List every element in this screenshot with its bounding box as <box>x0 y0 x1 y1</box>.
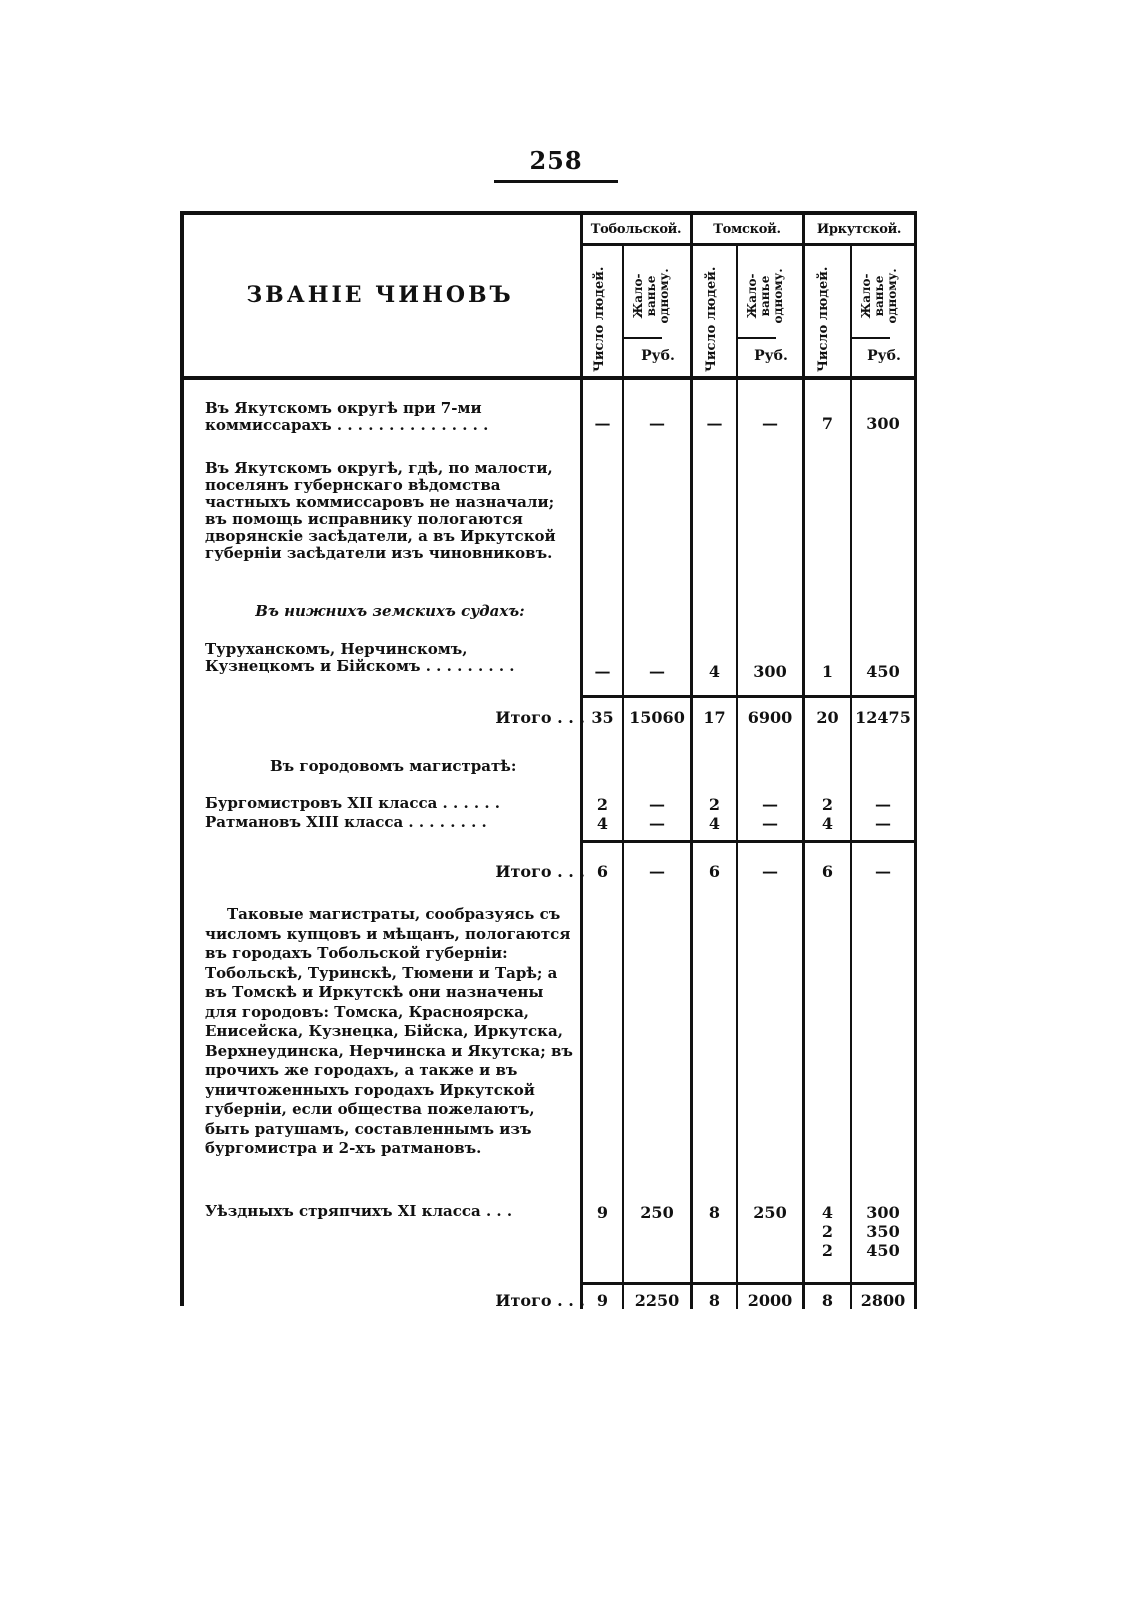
cell: — <box>875 814 891 833</box>
cell: — <box>762 795 778 814</box>
cell: 300 <box>866 414 900 433</box>
cell: — <box>649 814 665 833</box>
cell: 12475 <box>855 708 911 727</box>
row-label: Туруханскомъ, Нерчинскомъ, Кузнецкомъ и Бійскомъ . . . . . . . . . <box>205 640 515 675</box>
cell: 15060 <box>629 708 685 727</box>
cell: 450 <box>866 1241 900 1260</box>
cell: — <box>649 414 665 433</box>
rub-rule <box>622 337 662 339</box>
total-rule <box>580 1282 917 1285</box>
province-tomsk: Томской. <box>713 222 781 237</box>
province-header-rule <box>580 243 917 246</box>
table-title: ЗВАНІЕ ЧИНОВЪ <box>246 282 514 308</box>
col-salary-label: Жало- ванье одному. <box>631 268 671 324</box>
table-top-border <box>180 211 917 215</box>
total-label: Итого . . . <box>495 1291 585 1310</box>
col-people-label: Число людей. <box>592 266 607 372</box>
cell: 4 <box>821 1203 834 1222</box>
cell: 1 <box>821 662 834 681</box>
cell: 4 <box>708 814 721 833</box>
cell: 20 <box>816 708 839 727</box>
cell: 2250 <box>634 1291 680 1310</box>
cell: 6 <box>821 862 834 881</box>
col-salary-label: Жало- ванье одному. <box>859 268 899 324</box>
cell: 2 <box>821 795 834 814</box>
col-divider-inner <box>736 245 738 1309</box>
page-number-rule <box>494 180 618 183</box>
currency-label: Руб. <box>754 348 788 364</box>
cell: 2 <box>708 795 721 814</box>
section-heading: Въ городовомъ магистратѣ: <box>270 757 517 775</box>
row-label: Ратмановъ XIII класса . . . . . . . . <box>205 813 487 831</box>
cell: 2 <box>821 1222 834 1241</box>
cell: — <box>875 795 891 814</box>
cell: 2000 <box>747 1291 793 1310</box>
cell: — <box>649 862 665 881</box>
cell: 9 <box>596 1203 609 1222</box>
total-rule <box>580 695 917 698</box>
cell: 450 <box>866 662 900 681</box>
cell: 6900 <box>747 708 793 727</box>
cell: 17 <box>703 708 726 727</box>
cell: — <box>649 662 665 681</box>
cell: — <box>762 814 778 833</box>
rub-rule <box>850 337 890 339</box>
cell: 4 <box>821 814 834 833</box>
cell: 2800 <box>860 1291 906 1310</box>
note-paragraph: Таковые магистраты, сообразуясь съ числомъ купцовъ и мѣщанъ, пологаются въ городахъ Тобольской губерніи: Тобольскѣ, Туринскѣ, Тюмени и Тарѣ; а въ Томскѣ и Иркутскѣ они назначены для городовъ: Томска, Красноярска, Енисейска, Кузнецка, Бійска, Иркутска, Верхнеудинска, Нерчинска и Якутска; въ прочихъ же городахъ, а также и въ уничтоженныхъ городахъ Иркутской губерніи, если общества пожелаютъ, быть ратушамъ, составленнымъ изъ бургомистра и 2-хъ ратмановъ. <box>205 905 573 1157</box>
row-label: Въ Якутскомъ округѣ при 7-ми коммиссарахъ . . . . . . . . . . . . . . . <box>205 399 489 434</box>
total-label: Итого . . . <box>495 708 585 727</box>
cell: 300 <box>866 1203 900 1222</box>
cell: 4 <box>596 814 609 833</box>
cell: 2 <box>821 1241 834 1260</box>
cell: 35 <box>591 708 614 727</box>
cell: 350 <box>866 1222 900 1241</box>
col-salary-label: Жало- ванье одному. <box>745 268 785 324</box>
col-people-label: Число людей. <box>704 266 719 372</box>
cell: 2 <box>596 795 609 814</box>
cell: 4 <box>708 662 721 681</box>
cell: 250 <box>640 1203 674 1222</box>
total-rule <box>580 840 917 843</box>
rub-rule <box>736 337 776 339</box>
col-people-label: Число людей. <box>816 266 831 372</box>
col-divider-inner <box>850 245 852 1309</box>
cell: — <box>649 795 665 814</box>
province-irkutsk: Иркутской. <box>816 222 902 237</box>
row-label: Уѣздныхъ стряпчихъ XI класса . . . <box>205 1202 513 1220</box>
header-bottom-rule <box>180 376 917 380</box>
cell: 250 <box>753 1203 787 1222</box>
section-heading: Въ нижнихъ земскихъ судахъ: <box>255 602 525 620</box>
cell: — <box>594 414 611 433</box>
cell: 8 <box>821 1291 834 1310</box>
currency-label: Руб. <box>867 348 901 364</box>
province-tobolsk: Тобольской. <box>590 222 682 237</box>
cell: 9 <box>596 1291 609 1310</box>
cell: — <box>762 862 778 881</box>
cell: 8 <box>708 1291 721 1310</box>
cell: — <box>594 662 611 681</box>
cell: 300 <box>753 662 787 681</box>
cell: 8 <box>708 1203 721 1222</box>
cell: — <box>706 414 723 433</box>
cell: — <box>875 862 891 881</box>
cell: — <box>762 414 778 433</box>
currency-label: Руб. <box>641 348 675 364</box>
note-paragraph: Въ Якутскомъ округѣ, гдѣ, по малости, поселянъ губернскаго вѣдомства частныхъ коммиссаровъ не назначали; въ помощь исправнику пологаются дворянскіе засѣдатели, а въ Иркутской губерніи засѣдатели изъ чиновниковъ. <box>205 459 556 562</box>
col-divider-inner <box>622 245 624 1309</box>
row-label: Бургомистровъ XII класса . . . . . . <box>205 794 501 812</box>
total-label: Итого . . . <box>495 862 585 881</box>
cell: 6 <box>708 862 721 881</box>
cell: 7 <box>821 414 834 433</box>
page-number: 258 <box>529 146 583 175</box>
cell: 6 <box>596 862 609 881</box>
